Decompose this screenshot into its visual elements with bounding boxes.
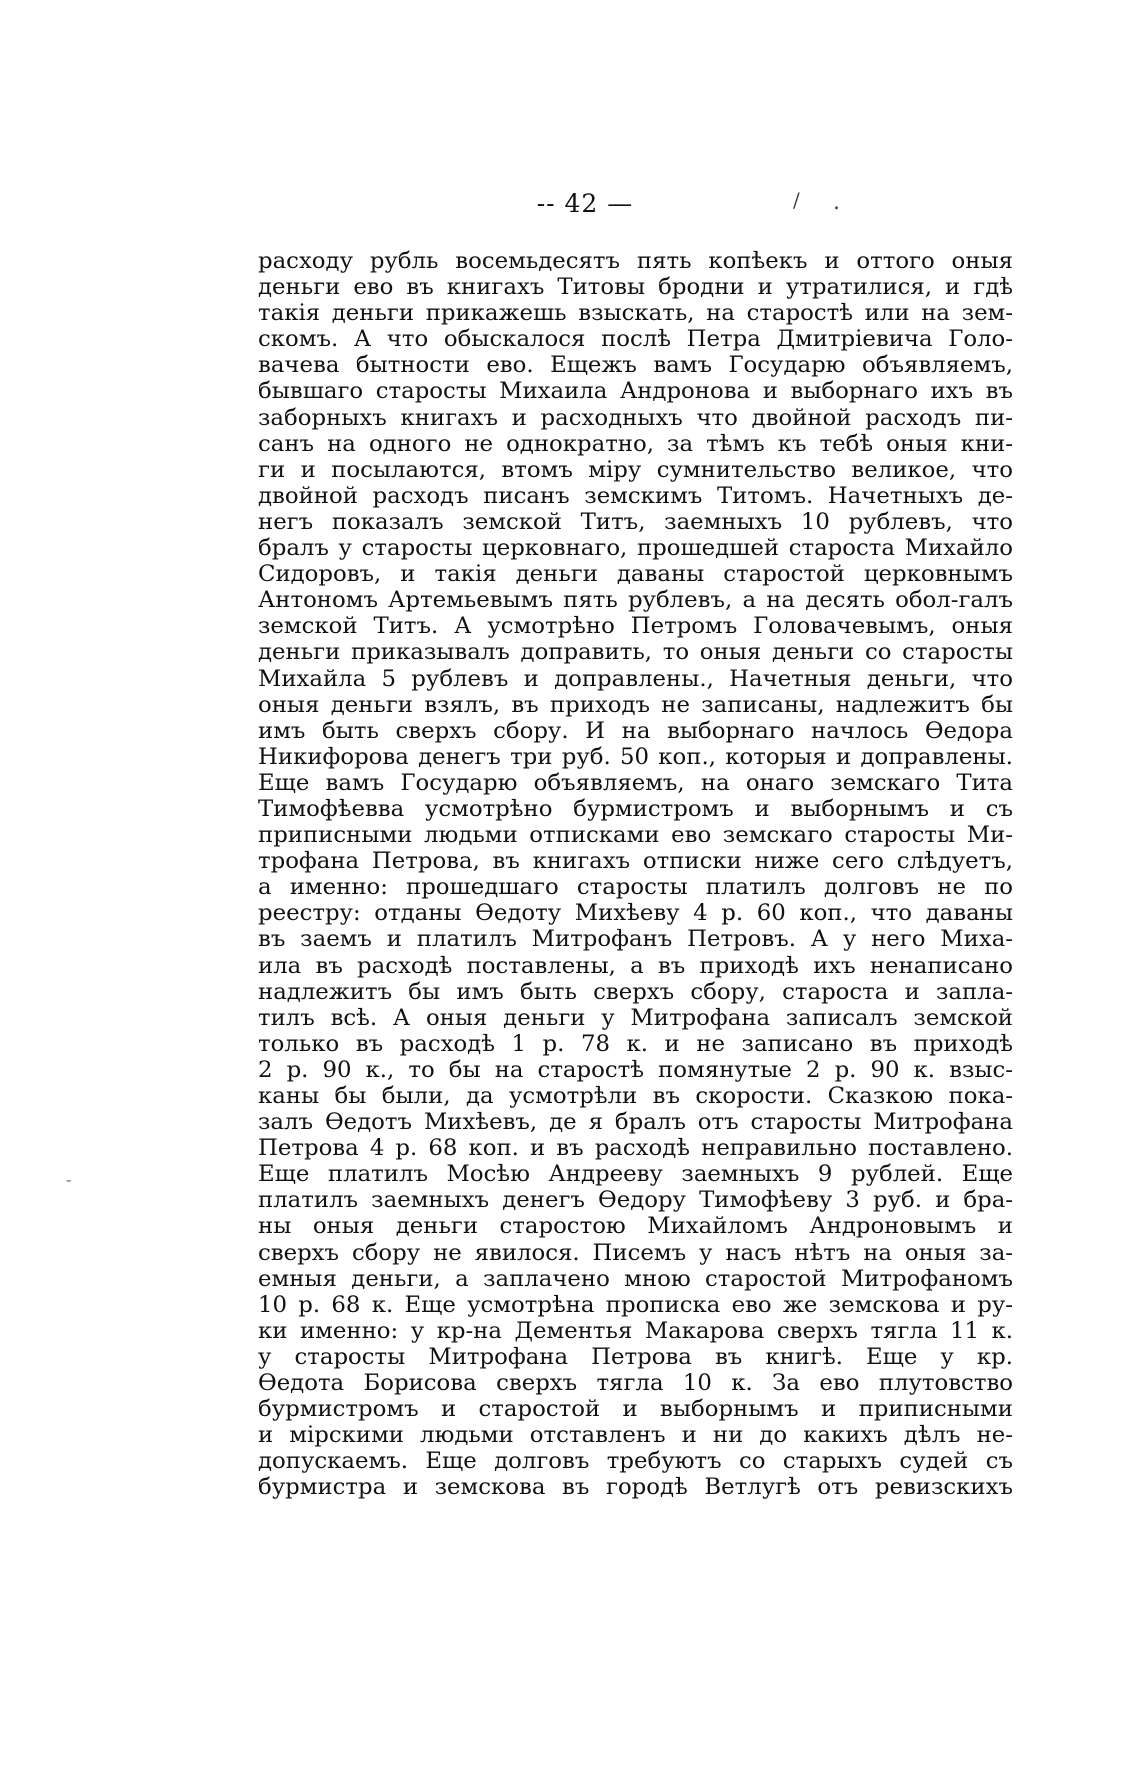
text-line: и мірскими людьми отставленъ и ни до какихъ дѣлъ не- <box>258 1422 1013 1449</box>
margin-dash-mark: - <box>66 1170 72 1189</box>
text-line: ки именно: у кр-на Дементья Макарова сверхъ тягла 11 к. <box>258 1317 1013 1344</box>
text-line: двойной расходъ писанъ земскимъ Титомъ. Начетныхъ де- <box>258 482 1013 509</box>
text-line: у старосты Митрофана Петрова въ книгѣ. Еще у кр. <box>258 1343 1013 1370</box>
text-line: тилъ всѣ. А оныя деньги у Митрофана записалъ земской <box>258 1004 1013 1031</box>
text-line: 2 р. 90 к., то бы на старостѣ помянутые 2 р. 90 к. взыс- <box>258 1056 1013 1083</box>
stray-dot-mark: . <box>833 190 840 215</box>
text-line: оныя деньги взялъ, въ приходъ не записаны, надлежитъ бы <box>258 691 1013 718</box>
text-line: ила въ расходѣ поставлены, а въ приходѣ ихъ ненаписано <box>258 952 1013 979</box>
text-line: ги и посылаются, втомъ міру сумнительство великое, что <box>258 456 1013 483</box>
text-line: платилъ заемныхъ денегъ Өедору Тимофѣеву 3 руб. и бра- <box>258 1187 1013 1214</box>
text-line: Петрова 4 р. 68 коп. и въ расходѣ неправильно поставлено. <box>258 1135 1013 1162</box>
body-text <box>258 248 1013 1528</box>
text-line: Антономъ Артемьевымъ пять рублевъ, а на десять обол-галъ <box>258 587 1013 614</box>
text-line: бралъ у старосты церковнаго, прошедшей староста Михайло <box>258 535 1013 562</box>
text-line: скомъ. А что обыскалося послѣ Петра Дмитріевича Голо- <box>258 326 1013 353</box>
page-number: -- 42 — <box>536 189 634 218</box>
text-line: Сидоровъ, и такія деньги даваны старостой церковнымъ <box>258 561 1013 588</box>
text-line: только въ расходѣ 1 р. 78 к. и не записано въ приходѣ <box>258 1030 1013 1057</box>
text-line: Тимофѣевва усмотрѣно бурмистромъ и выборнымъ и съ <box>258 795 1013 822</box>
stray-tick-mark: / <box>793 188 800 212</box>
text-line: деньги приказывалъ доправить, то оныя деньги со старосты <box>258 639 1013 666</box>
text-line: негъ показалъ земской Титъ, заемныхъ 10 рублевъ, что <box>258 508 1013 535</box>
text-line: Еще вамъ Государю объявляемъ, на онаго земскаго Тита <box>258 769 1013 796</box>
text-line: а именно: прошедшаго старосты платилъ долговъ не по <box>258 874 1013 901</box>
text-line: такія деньги прикажешь взыскать, на старостѣ или на зем- <box>258 300 1013 327</box>
text-line: надлежитъ бы имъ быть сверхъ сбору, староста и запла- <box>258 978 1013 1005</box>
text-line: заборныхъ книгахъ и расходныхъ что двойной расходъ пи- <box>258 404 1013 431</box>
text-line: 10 р. 68 к. Еще усмотрѣна прописка ево же земскова и ру- <box>258 1291 1013 1318</box>
text-line: Еще платилъ Мосѣю Андрееву заемныхъ 9 рублей. Еще <box>258 1161 1013 1188</box>
text-line: Никифорова денегъ три руб. 50 коп., которыя и доправлены. <box>258 743 1013 770</box>
text-line: въ заемъ и платилъ Митрофанъ Петровъ. А у него Миха- <box>258 926 1013 953</box>
text-line: Өедота Борисова сверхъ тягла 10 к. За ево плутовство <box>258 1370 1013 1397</box>
text-line: имъ быть сверхъ сбору. И на выборнаго начлось Өедора <box>258 717 1013 744</box>
text-line: бывшаго старосты Михаила Андронова и выборнаго ихъ въ <box>258 378 1013 405</box>
text-line: Михайла 5 рублевъ и доправлены., Начетныя деньги, что <box>258 665 1013 692</box>
text-line: сверхъ сбору не явилося. Писемъ у насъ нѣтъ на оныя за- <box>258 1239 1013 1266</box>
text-line: бурмистра и земскова въ городѣ Ветлугѣ отъ ревизскихъ <box>258 1474 1013 1501</box>
text-line: реестру: отданы Өедоту Михѣеву 4 р. 60 коп., что даваны <box>258 900 1013 927</box>
text-line: вачева бытности ево. Ещежъ вамъ Государю объявляемъ, <box>258 352 1013 379</box>
text-line: трофана Петрова, въ книгахъ отписки ниже сего слѣдуетъ, <box>258 848 1013 875</box>
text-line: санъ на одного не однократно, за тѣмъ къ тебѣ оныя кни- <box>258 430 1013 457</box>
text-line: залъ Өедотъ Михѣевъ, де я бралъ отъ старосты Митрофана <box>258 1109 1013 1136</box>
text-line: деньги ево въ книгахъ Титовы бродни и утратилися, и гдѣ <box>258 274 1013 301</box>
text-line: емныя деньги, а заплачено мною старостой Митрофаномъ <box>258 1265 1013 1292</box>
text-line: земской Титъ. А усмотрѣно Петромъ Головачевымъ, оныя <box>258 613 1013 640</box>
text-line: ны оныя деньги старостою Михайломъ Андроновымъ и <box>258 1213 1013 1240</box>
text-line: каны бы были, да усмотрѣли въ скорости. Сказкою пока- <box>258 1083 1013 1109</box>
text-line: бурмистромъ и старостой и выборнымъ и приписными <box>258 1396 1013 1423</box>
text-line: приписными людьми отписками ево земскаго старосты Ми- <box>258 822 1013 849</box>
text-line: расходу рубль восемьдесятъ пять копѣекъ и оттого оныя <box>258 248 1013 274</box>
text-line: допускаемъ. Еще долговъ требуютъ со старыхъ судей съ <box>258 1448 1013 1475</box>
